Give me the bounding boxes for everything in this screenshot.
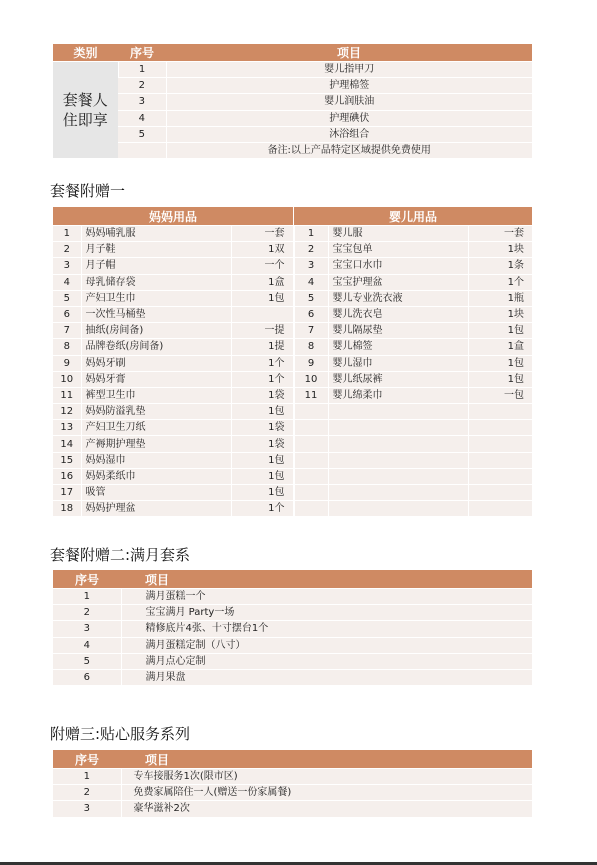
row-item: 护理棉签 [166, 78, 532, 94]
table-row [53, 306, 532, 322]
row-item: 护理碘伏 [166, 110, 532, 126]
table-row [53, 274, 532, 290]
mom-item-name: 妈妈防溢乳垫 [81, 404, 231, 420]
table-row [53, 468, 532, 484]
baby-item-name: 宝宝口水巾 [328, 258, 468, 274]
mom-item-name: 产妇卫生刀纸 [81, 420, 231, 436]
header-no: 序号 [74, 572, 99, 587]
table-row [53, 387, 532, 403]
baby-item-no [294, 404, 328, 420]
baby-item-qty [468, 468, 532, 484]
mom-item-qty: 1包 [231, 290, 293, 306]
baby-item-name [328, 420, 468, 436]
baby-item-name: 宝宝包单 [328, 242, 468, 258]
mom-item-name: 抽纸(房间备) [81, 323, 231, 339]
baby-item-qty [468, 501, 532, 517]
gift1-table [53, 207, 532, 516]
baby-item-no: 8 [294, 339, 328, 355]
mom-item-no: 13 [53, 420, 81, 436]
gift3-title: 附赠三:贴心服务系列 [50, 725, 191, 743]
row-item: 满月点心定制 [121, 653, 532, 669]
baby-item-no: 7 [294, 323, 328, 339]
baby-item-name: 婴儿湿巾 [328, 355, 468, 371]
baby-item-no [294, 468, 328, 484]
baby-item-name: 婴儿棉签 [328, 339, 468, 355]
baby-item-name [328, 452, 468, 468]
mom-item-no: 7 [53, 323, 81, 339]
header-item: 项目 [145, 752, 170, 767]
mom-item-no: 12 [53, 404, 81, 420]
baby-item-qty: 1块 [468, 242, 532, 258]
gift1-table-header [53, 207, 532, 226]
baby-item-qty: 一套 [468, 226, 532, 242]
mom-item-qty: 1提 [231, 339, 293, 355]
baby-item-no [294, 452, 328, 468]
row-item: 豪华滋补2次 [121, 801, 532, 817]
table-row [53, 452, 532, 468]
table-row [53, 126, 532, 142]
row-no: 1 [118, 62, 166, 78]
table-row [53, 94, 532, 110]
mom-item-name: 妈妈哺乳服 [81, 226, 231, 242]
mom-item-no: 17 [53, 485, 81, 501]
mom-item-no: 10 [53, 371, 81, 387]
baby-item-qty: 一包 [468, 387, 532, 403]
mom-item-name: 月子鞋 [81, 242, 231, 258]
baby-item-name [328, 501, 468, 517]
mom-item-no: 9 [53, 355, 81, 371]
mom-item-name: 吸管 [81, 485, 231, 501]
mom-item-no: 1 [53, 226, 81, 242]
gift2-title: 套餐附赠二:满月套系 [50, 546, 191, 564]
row-no: 3 [53, 621, 121, 637]
row-item: 沐浴组合 [166, 126, 532, 142]
row-no: 2 [118, 78, 166, 94]
baby-item-name: 婴儿隔尿垫 [328, 323, 468, 339]
row-no: 6 [53, 669, 121, 685]
mom-item-name: 妈妈牙刷 [81, 355, 231, 371]
table-row [53, 355, 532, 371]
mom-item-qty: 1包 [231, 485, 293, 501]
baby-item-qty: 1包 [468, 323, 532, 339]
row-item: 婴儿润肤油 [166, 94, 532, 110]
baby-item-name: 婴儿专业洗衣液 [328, 290, 468, 306]
header-item: 项目 [336, 46, 361, 60]
table-row [53, 242, 532, 258]
row-no: 2 [53, 605, 121, 621]
row-item: 满月果盘 [121, 669, 532, 685]
row-no: 4 [118, 110, 166, 126]
mom-item-name: 妈妈湿巾 [81, 452, 231, 468]
mom-item-no: 18 [53, 501, 81, 517]
baby-item-name: 婴儿洗衣皂 [328, 306, 468, 322]
header-category: 类别 [73, 46, 98, 60]
baby-item-name: 婴儿服 [328, 226, 468, 242]
header-item: 项目 [145, 572, 170, 587]
mom-item-name: 母乳储存袋 [81, 274, 231, 290]
category-label: 套餐人住即享 [62, 91, 108, 130]
baby-item-qty: 1瓶 [468, 290, 532, 306]
mom-item-name: 一次性马桶垫 [81, 306, 231, 322]
baby-item-name: 婴儿纸尿裤 [328, 371, 468, 387]
table-row [53, 501, 532, 517]
table-row [53, 621, 532, 637]
baby-item-no: 10 [294, 371, 328, 387]
mom-item-no: 6 [53, 306, 81, 322]
table-row [53, 485, 532, 501]
mom-item-qty: 1个 [231, 501, 293, 517]
mom-item-qty: 一提 [231, 323, 293, 339]
mom-item-name: 裤型卫生巾 [81, 387, 231, 403]
baby-item-no [294, 420, 328, 436]
category-cell [53, 62, 118, 159]
baby-item-name [328, 404, 468, 420]
row-item: 精修底片4张、十寸摆台1个 [121, 621, 532, 637]
baby-item-qty: 1块 [468, 306, 532, 322]
mom-item-name: 妈妈牙膏 [81, 371, 231, 387]
mom-item-qty: 1袋 [231, 420, 293, 436]
table-row [53, 769, 532, 785]
mom-item-no: 5 [53, 290, 81, 306]
baby-item-name [328, 436, 468, 452]
mom-item-qty: 1盒 [231, 274, 293, 290]
baby-item-no: 6 [294, 306, 328, 322]
row-item: 宝宝满月 Party一场 [121, 605, 532, 621]
baby-item-no [294, 436, 328, 452]
baby-item-no: 1 [294, 226, 328, 242]
mom-item-qty: 1双 [231, 242, 293, 258]
mom-item-qty: 一套 [231, 226, 293, 242]
baby-item-no: 3 [294, 258, 328, 274]
baby-item-no [294, 485, 328, 501]
mom-item-qty: 1包 [231, 452, 293, 468]
mom-item-qty: 1包 [231, 468, 293, 484]
mom-item-qty: 1个 [231, 355, 293, 371]
header-no: 序号 [129, 46, 154, 60]
baby-item-qty [468, 404, 532, 420]
baby-item-no: 2 [294, 242, 328, 258]
mom-items-header: 妈妈用品 [149, 209, 198, 224]
gift1-body [53, 226, 532, 517]
note-spacer [118, 142, 166, 158]
row-no: 1 [53, 589, 121, 605]
row-no: 5 [118, 126, 166, 142]
table-row [53, 669, 532, 685]
table-row [53, 436, 532, 452]
baby-item-no: 11 [294, 387, 328, 403]
table-row [53, 339, 532, 355]
table-row [53, 371, 532, 387]
baby-item-no: 9 [294, 355, 328, 371]
gift1-title: 套餐附赠一 [50, 182, 126, 200]
baby-item-qty [468, 420, 532, 436]
mom-item-no: 2 [53, 242, 81, 258]
baby-item-qty: 1盒 [468, 339, 532, 355]
mom-item-name: 月子帽 [81, 258, 231, 274]
mom-item-name: 品牌卷纸(房间备) [81, 339, 231, 355]
baby-item-qty: 1包 [468, 355, 532, 371]
mom-item-no: 16 [53, 468, 81, 484]
baby-item-no: 5 [294, 290, 328, 306]
baby-item-name: 宝宝护理盆 [328, 274, 468, 290]
table-row [53, 62, 532, 78]
baby-item-name [328, 468, 468, 484]
package-table [53, 44, 532, 158]
table-row-note [53, 142, 532, 158]
table-row [53, 785, 532, 801]
table-row [53, 323, 532, 339]
row-item: 满月蛋糕定制（八寸） [121, 637, 532, 653]
mom-item-no: 11 [53, 387, 81, 403]
baby-item-qty: 1条 [468, 258, 532, 274]
mom-item-qty: 1个 [231, 371, 293, 387]
mom-item-qty: 1包 [231, 404, 293, 420]
mom-item-no: 3 [53, 258, 81, 274]
mom-item-qty: 一个 [231, 258, 293, 274]
table-row [53, 420, 532, 436]
gift2-table [53, 570, 532, 685]
row-item: 免费家属陪住一人(赠送一份家属餐) [121, 785, 532, 801]
baby-items-header: 婴儿用品 [389, 209, 438, 224]
table-row [53, 605, 532, 621]
row-no: 3 [53, 801, 121, 817]
mom-item-qty [231, 306, 293, 322]
row-no: 3 [118, 94, 166, 110]
mom-item-no: 8 [53, 339, 81, 355]
table-row [53, 589, 532, 605]
baby-item-no: 4 [294, 274, 328, 290]
table-row [53, 404, 532, 420]
mom-item-qty: 1袋 [231, 387, 293, 403]
baby-item-name: 婴儿绵柔巾 [328, 387, 468, 403]
table-row [53, 258, 532, 274]
baby-item-qty: 1个 [468, 274, 532, 290]
row-no: 1 [53, 769, 121, 785]
baby-item-no [294, 501, 328, 517]
table-row [53, 290, 532, 306]
package-note: 备注:以上产品特定区域提供免费使用 [166, 142, 532, 158]
header-no: 序号 [74, 752, 99, 767]
gift3-table-header [53, 750, 532, 769]
table-row [53, 226, 532, 242]
table-row [53, 110, 532, 126]
row-no: 4 [53, 637, 121, 653]
row-item: 满月蛋糕一个 [121, 589, 532, 605]
mom-item-no: 15 [53, 452, 81, 468]
mom-item-name: 妈妈柔纸巾 [81, 468, 231, 484]
baby-item-qty [468, 485, 532, 501]
row-item: 专车接服务1次(限市区) [121, 769, 532, 785]
baby-item-qty [468, 436, 532, 452]
table-row [53, 78, 532, 94]
table-row [53, 653, 532, 669]
mom-item-no: 4 [53, 274, 81, 290]
row-item: 婴儿指甲刀 [166, 62, 532, 78]
row-no: 2 [53, 785, 121, 801]
table-row [53, 801, 532, 817]
mom-item-no: 14 [53, 436, 81, 452]
baby-item-name [328, 485, 468, 501]
gift3-table [53, 750, 532, 817]
baby-item-qty [468, 452, 532, 468]
table-row [53, 637, 532, 653]
mom-item-qty: 1袋 [231, 436, 293, 452]
package-table-header [53, 44, 532, 62]
mom-item-name: 妈妈护理盆 [81, 501, 231, 517]
gift2-table-header [53, 570, 532, 589]
row-no: 5 [53, 653, 121, 669]
mom-item-name: 产褥期护理垫 [81, 436, 231, 452]
mom-item-name: 产妇卫生巾 [81, 290, 231, 306]
baby-item-qty: 1包 [468, 371, 532, 387]
